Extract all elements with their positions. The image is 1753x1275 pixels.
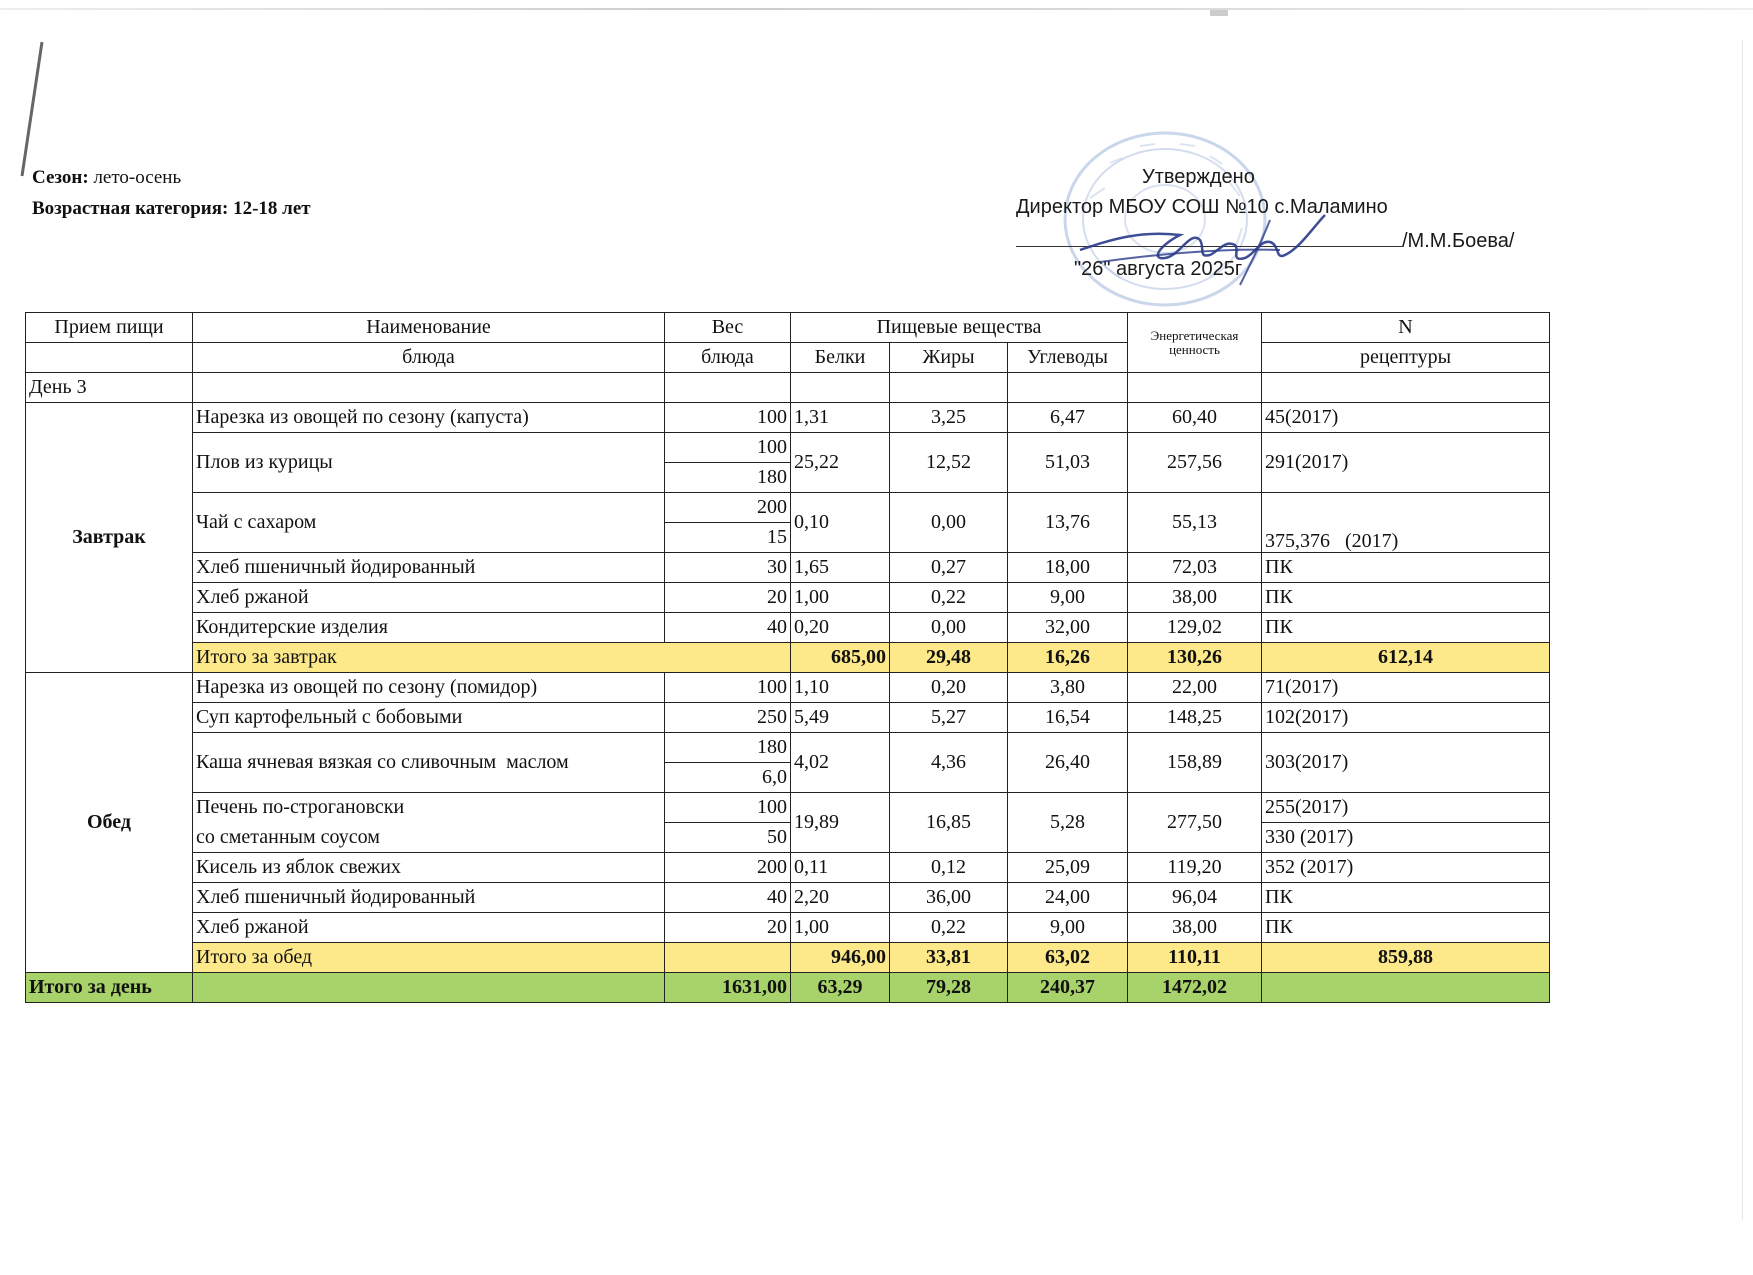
dish-weight-2: 15 [665, 523, 791, 553]
dish-protein: 1,10 [791, 673, 890, 703]
dish-protein: 2,20 [791, 883, 890, 913]
dish-carbs: 26,40 [1008, 733, 1128, 793]
empty-cell [1262, 373, 1550, 403]
menu-table [25, 312, 1550, 1003]
dish-protein: 1,31 [791, 403, 890, 433]
header-weight-2: блюда [665, 343, 791, 373]
dish-recipe: ПК [1262, 883, 1550, 913]
lunch-total-label: Итого за обед [193, 943, 665, 973]
dish-protein: 25,22 [791, 433, 890, 493]
breakfast-total-protein: 29,48 [890, 643, 1008, 673]
approval-director: Директор МБОУ СОШ №10 с.Маламино [1016, 196, 1388, 218]
season-value: лето-осень [93, 167, 182, 188]
dish-protein: 1,00 [791, 583, 890, 613]
table-row [26, 823, 1550, 853]
dish-fat: 3,25 [890, 403, 1008, 433]
header-carbs: Углеводы [1008, 343, 1128, 373]
dish-name: Нарезка из овощей по сезону (помидор) [193, 673, 665, 703]
dish-weight-2: 6,0 [665, 763, 791, 793]
table-row [26, 493, 1550, 523]
dish-protein: 0,20 [791, 613, 890, 643]
dish-fat: 0,27 [890, 553, 1008, 583]
header-name-2: блюда [193, 343, 665, 373]
dish-protein: 19,89 [791, 793, 890, 853]
day-total-label: Итого за день [26, 973, 193, 1003]
dish-carbs: 3,80 [1008, 673, 1128, 703]
scan-edge-top [0, 8, 1753, 10]
dish-weight: 250 [665, 703, 791, 733]
empty-cell [665, 373, 791, 403]
season-label: Сезон: [32, 167, 89, 188]
day-total-carbs: 240,37 [1008, 973, 1128, 1003]
dish-name: Плов из курицы [193, 433, 665, 493]
table-row [26, 733, 1550, 763]
round-stamp-icon [1060, 128, 1270, 310]
dish-recipe: 255(2017) [1262, 793, 1550, 823]
day-label: День 3 [26, 373, 193, 403]
dish-energy: 129,02 [1128, 613, 1262, 643]
scan-pen-stroke [18, 40, 58, 180]
dish-carbs: 51,03 [1008, 433, 1128, 493]
header-fat: Жиры [890, 343, 1008, 373]
dish-energy: 60,40 [1128, 403, 1262, 433]
header-energy [1128, 313, 1262, 373]
dish-fat: 0,20 [890, 673, 1008, 703]
dish-carbs: 9,00 [1008, 583, 1128, 613]
dish-recipe: 71(2017) [1262, 673, 1550, 703]
day-total-energy: 1472,02 [1128, 973, 1262, 1003]
dish-name: Хлеб ржаной [193, 913, 665, 943]
dish-energy: 277,50 [1128, 793, 1262, 853]
breakfast-total-fat: 16,26 [1008, 643, 1128, 673]
header-empty-cell [26, 343, 193, 373]
dish-weight: 100 [665, 403, 791, 433]
table-row [26, 403, 1550, 433]
age-category-line [32, 198, 311, 220]
header-weight: Вес [665, 313, 791, 343]
lunch-total-weight: 946,00 [791, 943, 890, 973]
scan-edge-right [1742, 40, 1743, 1220]
dish-carbs: 13,76 [1008, 493, 1128, 553]
dish-name: Нарезка из овощей по сезону (капуста) [193, 403, 665, 433]
dish-protein: 0,11 [791, 853, 890, 883]
dish-recipe: 102(2017) [1262, 703, 1550, 733]
dish-name: Хлеб пшеничный йодированный [193, 883, 665, 913]
meal-lunch: Обед [26, 673, 193, 973]
dish-energy: 148,25 [1128, 703, 1262, 733]
dish-fat: 16,85 [890, 793, 1008, 853]
lunch-total-fat: 63,02 [1008, 943, 1128, 973]
empty-cell [665, 943, 791, 973]
day-total-protein: 63,29 [791, 973, 890, 1003]
header-recipe: N [1262, 313, 1550, 343]
table-row [26, 913, 1550, 943]
season-line [32, 167, 181, 189]
dish-fat: 36,00 [890, 883, 1008, 913]
dish-weight: 100 [665, 673, 791, 703]
dish-weight: 30 [665, 553, 791, 583]
dish-protein: 5,49 [791, 703, 890, 733]
dish-energy: 38,00 [1128, 913, 1262, 943]
dish-weight: 100 [665, 433, 791, 463]
approval-date: "26" августа 2025г [1074, 258, 1243, 280]
empty-cell [890, 373, 1008, 403]
dish-fat: 5,27 [890, 703, 1008, 733]
dish-carbs: 24,00 [1008, 883, 1128, 913]
table-row [26, 673, 1550, 703]
dish-carbs: 16,54 [1008, 703, 1128, 733]
dish-carbs: 6,47 [1008, 403, 1128, 433]
dish-weight: 40 [665, 883, 791, 913]
dish-weight: 40 [665, 613, 791, 643]
dish-name: Хлеб ржаной [193, 583, 665, 613]
dish-weight: 180 [665, 733, 791, 763]
meal-breakfast: Завтрак [26, 403, 193, 673]
dish-name: Чай с сахаром [193, 493, 665, 553]
dish-fat: 4,36 [890, 733, 1008, 793]
breakfast-total-carbs: 130,26 [1128, 643, 1262, 673]
dish-recipe: 375,376 (2017) [1262, 493, 1550, 553]
dish-energy: 257,56 [1128, 433, 1262, 493]
dish-carbs: 32,00 [1008, 613, 1128, 643]
dish-recipe: ПК [1262, 913, 1550, 943]
table-row [26, 613, 1550, 643]
dish-name: Печень по-строгановски [193, 793, 665, 823]
empty-cell [791, 373, 890, 403]
dish-energy: 96,04 [1128, 883, 1262, 913]
dish-recipe-2: 330 (2017) [1262, 823, 1550, 853]
dish-weight: 20 [665, 913, 791, 943]
day-total-fat: 79,28 [890, 973, 1008, 1003]
header-meal: Прием пищи [26, 313, 193, 343]
dish-weight-2: 50 [665, 823, 791, 853]
dish-protein: 1,65 [791, 553, 890, 583]
dish-weight: 20 [665, 583, 791, 613]
dish-name: Каша ячневая вязкая со сливочным маслом [193, 733, 665, 793]
dish-name-2: со сметанным соусом [193, 823, 665, 853]
dish-fat: 0,12 [890, 853, 1008, 883]
empty-cell [193, 973, 665, 1003]
empty-cell [193, 373, 665, 403]
dish-recipe: 291(2017) [1262, 433, 1550, 493]
breakfast-total-weight: 685,00 [791, 643, 890, 673]
dish-weight: 200 [665, 493, 791, 523]
dish-fat: 0,22 [890, 913, 1008, 943]
day-total-row [26, 973, 1550, 1003]
dish-carbs: 5,28 [1008, 793, 1128, 853]
dish-name: Суп картофельный с бобовыми [193, 703, 665, 733]
lunch-total-energy: 859,88 [1262, 943, 1550, 973]
header-recipe-2: рецептуры [1262, 343, 1550, 373]
table-row [26, 583, 1550, 613]
lunch-total-protein: 33,81 [890, 943, 1008, 973]
header-energy-top: Энергетическая [1150, 327, 1239, 343]
breakfast-total-label: Итого за завтрак [193, 643, 791, 673]
table-row [26, 553, 1550, 583]
dish-recipe: 45(2017) [1262, 403, 1550, 433]
dish-energy: 55,13 [1128, 493, 1262, 553]
dish-energy: 22,00 [1128, 673, 1262, 703]
age-category-label: Возрастная категория: [32, 198, 229, 219]
table-row [26, 703, 1550, 733]
approval-title: Утверждено [1142, 166, 1255, 188]
dish-weight: 100 [665, 793, 791, 823]
dish-name: Кисель из яблок свежих [193, 853, 665, 883]
header-energy-bottom: ценность [1169, 341, 1220, 357]
dish-recipe: 352 (2017) [1262, 853, 1550, 883]
dish-recipe: ПК [1262, 553, 1550, 583]
dish-carbs: 18,00 [1008, 553, 1128, 583]
empty-cell [1262, 973, 1550, 1003]
dish-recipe: ПК [1262, 583, 1550, 613]
dish-weight-2: 180 [665, 463, 791, 493]
dish-protein: 0,10 [791, 493, 890, 553]
header-name: Наименование [193, 313, 665, 343]
day-total-weight: 1631,00 [665, 973, 791, 1003]
dish-weight: 200 [665, 853, 791, 883]
empty-cell [1008, 373, 1128, 403]
header-nutrients: Пищевые вещества [791, 313, 1128, 343]
empty-cell [1128, 373, 1262, 403]
dish-protein: 4,02 [791, 733, 890, 793]
dish-name: Кондитерские изделия [193, 613, 665, 643]
dish-recipe: 303(2017) [1262, 733, 1550, 793]
dish-carbs: 9,00 [1008, 913, 1128, 943]
breakfast-total-energy: 612,14 [1262, 643, 1550, 673]
header-protein: Белки [791, 343, 890, 373]
table-row [26, 433, 1550, 463]
dish-energy: 119,20 [1128, 853, 1262, 883]
table-row [26, 853, 1550, 883]
header-row-1 [26, 313, 1550, 343]
lunch-total-row [26, 943, 1550, 973]
dish-fat: 12,52 [890, 433, 1008, 493]
table-row [26, 883, 1550, 913]
approval-signature-line [1016, 226, 1514, 253]
dish-fat: 0,22 [890, 583, 1008, 613]
dish-fat: 0,00 [890, 493, 1008, 553]
header-row-2 [26, 343, 1550, 373]
dish-fat: 0,00 [890, 613, 1008, 643]
signature-name: /М.М.Боева/ [1402, 230, 1515, 252]
signature-underline [1016, 226, 1402, 247]
dish-recipe: ПК [1262, 613, 1550, 643]
dish-energy: 38,00 [1128, 583, 1262, 613]
dish-protein: 1,00 [791, 913, 890, 943]
dish-carbs: 25,09 [1008, 853, 1128, 883]
breakfast-total-row [26, 643, 1550, 673]
day-row [26, 373, 1550, 403]
dish-energy: 158,89 [1128, 733, 1262, 793]
dish-name: Хлеб пшеничный йодированный [193, 553, 665, 583]
dish-energy: 72,03 [1128, 553, 1262, 583]
age-category-value: 12-18 лет [233, 198, 311, 219]
scan-mark [1210, 10, 1228, 16]
table-row [26, 793, 1550, 823]
lunch-total-carbs: 110,11 [1128, 943, 1262, 973]
